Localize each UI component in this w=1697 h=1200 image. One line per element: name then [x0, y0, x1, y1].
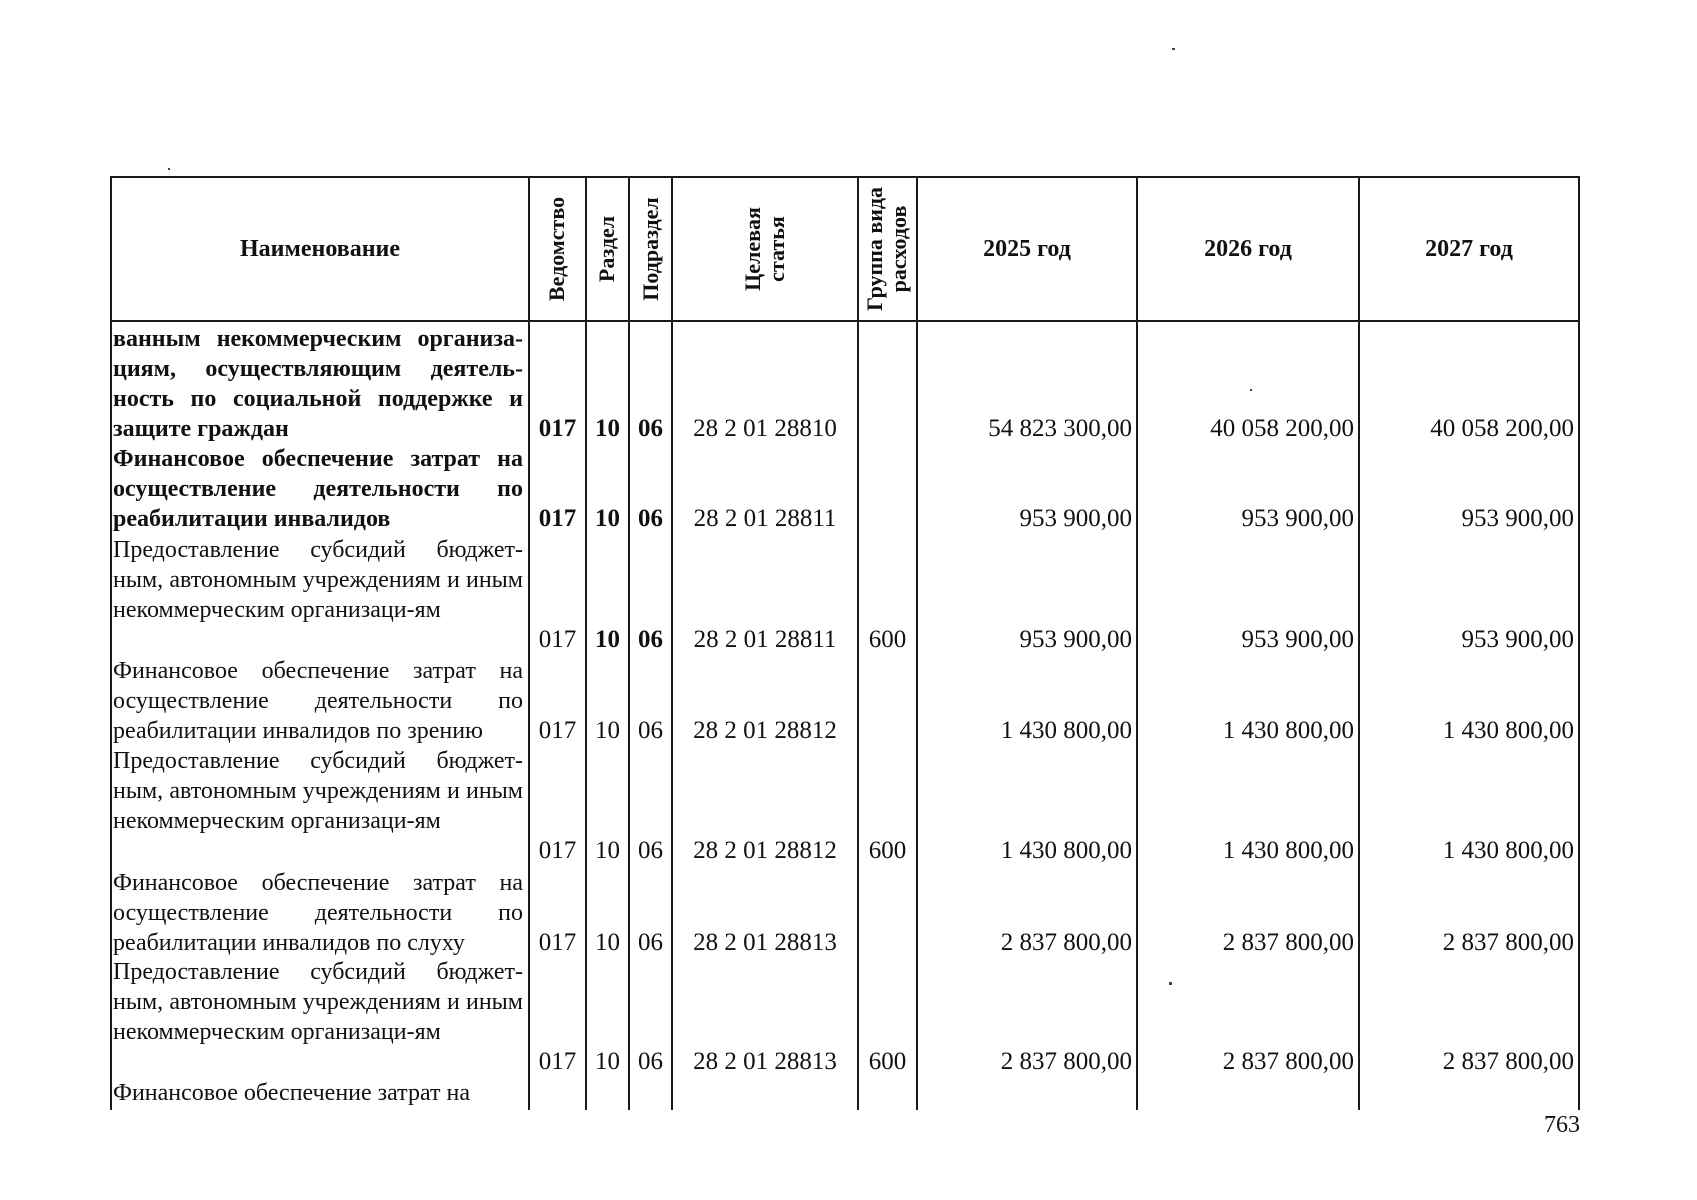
row-ved: 017 — [538, 929, 577, 956]
row-2026: 1 430 800,00 — [1222, 717, 1354, 744]
row-2027: 1 430 800,00 — [1442, 717, 1574, 744]
row-razdel: 10 — [595, 626, 620, 653]
header-name — [112, 178, 528, 320]
row-2025: 2 837 800,00 — [1000, 929, 1132, 956]
header-gruppa-line1: Группа вида — [862, 186, 888, 312]
header-2025-label: 2025 год — [983, 235, 1071, 262]
row-2027: 953 900,00 — [1461, 505, 1574, 532]
row-2025: 953 900,00 — [1019, 505, 1132, 532]
row-gruppa: 600 — [868, 1048, 907, 1075]
scan-speck — [1172, 48, 1175, 50]
row-name: Финансовое обеспечение затрат на осуществление деятельности по реабилитации инвалидов по слуху — [113, 870, 523, 956]
row-2025: 1 430 800,00 — [1000, 837, 1132, 864]
header-celevaya-statya — [673, 178, 857, 320]
row-2026: 2 837 800,00 — [1222, 1048, 1354, 1075]
row-ved: 017 — [538, 717, 577, 744]
header-gruppa-label — [864, 187, 912, 311]
row-2026: 2 837 800,00 — [1222, 929, 1354, 956]
row-2025: 1 430 800,00 — [1000, 717, 1132, 744]
scan-speck — [1250, 389, 1252, 391]
row-statya: 28 2 01 28810 — [693, 415, 837, 442]
row-podrazdel: 06 — [638, 837, 663, 864]
row-2026: 40 058 200,00 — [1210, 415, 1354, 442]
row-podrazdel: 06 — [638, 717, 663, 744]
page-number: 763 — [1544, 1112, 1580, 1138]
header-2027-label: 2027 год — [1425, 235, 1513, 262]
row-podrazdel: 06 — [638, 929, 663, 956]
row-razdel: 10 — [595, 415, 620, 442]
row-name: ванным некоммерческим организа-циям, осуществляющим деятель-ность по социальной поддержке и защите граждан — [113, 326, 523, 442]
header-razdel-label: Раздел — [594, 215, 620, 283]
header-name-label: Наименование — [240, 235, 400, 262]
row-name: Финансовое обеспечение затрат на осуществление деятельности по реабилитации инвалидов по зрению — [113, 658, 523, 744]
row-ved: 017 — [538, 626, 577, 653]
row-ved: 017 — [538, 1048, 577, 1075]
header-razdel — [587, 178, 628, 320]
row-2027: 40 058 200,00 — [1430, 415, 1574, 442]
header-gruppa — [859, 178, 916, 320]
col-border-right — [1578, 176, 1580, 1110]
row-razdel: 10 — [595, 929, 620, 956]
row-gruppa: 600 — [868, 626, 907, 653]
header-vedomstvo — [530, 178, 585, 320]
scan-speck — [1169, 982, 1172, 985]
header-2026 — [1138, 178, 1358, 320]
row-statya: 28 2 01 28811 — [693, 626, 837, 653]
header-vedomstvo-label: Ведомство — [544, 196, 570, 302]
row-ved: 017 — [538, 837, 577, 864]
row-2027: 1 430 800,00 — [1442, 837, 1574, 864]
header-podrazdel-label: Подраздел — [637, 197, 663, 301]
row-podrazdel: 06 — [638, 415, 663, 442]
row-2026: 953 900,00 — [1241, 626, 1354, 653]
row-name: Финансовое обеспечение затрат на — [113, 1080, 470, 1106]
row-name: Предоставление субсидий бюджет-ным, автономным учреждениям и иным некоммерческим организаци-ям — [113, 537, 523, 623]
header-celevaya-statya-label — [741, 207, 789, 291]
header-celevaya-line2: статья — [764, 216, 789, 282]
row-2027: 953 900,00 — [1461, 626, 1574, 653]
scan-speck — [168, 168, 170, 170]
header-gruppa-line2: расходов — [886, 205, 912, 293]
row-2027: 2 837 800,00 — [1442, 929, 1574, 956]
row-podrazdel: 06 — [638, 626, 663, 653]
header-celevaya-line1: Целевая — [740, 207, 765, 291]
row-razdel: 10 — [595, 837, 620, 864]
row-name: Финансовое обеспечение затрат на осуществление деятельности по реабилитации инвалидов — [113, 446, 523, 532]
row-statya: 28 2 01 28813 — [693, 929, 837, 956]
row-razdel: 10 — [595, 505, 620, 532]
row-statya: 28 2 01 28812 — [693, 837, 837, 864]
row-statya: 28 2 01 28811 — [693, 505, 837, 532]
row-ved: 017 — [538, 415, 577, 442]
row-2025: 54 823 300,00 — [988, 415, 1132, 442]
row-statya: 28 2 01 28813 — [693, 1048, 837, 1075]
row-razdel: 10 — [595, 717, 620, 744]
row-2025: 2 837 800,00 — [1000, 1048, 1132, 1075]
row-razdel: 10 — [595, 1048, 620, 1075]
row-name: Предоставление субсидий бюджет-ным, автономным учреждениям и иным некоммерческим организаци-ям — [113, 959, 523, 1045]
row-2025: 953 900,00 — [1019, 626, 1132, 653]
row-gruppa: 600 — [868, 837, 907, 864]
row-podrazdel: 06 — [638, 1048, 663, 1075]
header-podrazdel — [630, 178, 671, 320]
row-name: Предоставление субсидий бюджет-ным, автономным учреждениям и иным некоммерческим организаци-ям — [113, 748, 523, 834]
row-podrazdel: 06 — [638, 505, 663, 532]
header-2025 — [918, 178, 1136, 320]
row-2026: 1 430 800,00 — [1222, 837, 1354, 864]
row-2026: 953 900,00 — [1241, 505, 1354, 532]
row-statya: 28 2 01 28812 — [693, 717, 837, 744]
header-2026-label: 2026 год — [1204, 235, 1292, 262]
row-2027: 2 837 800,00 — [1442, 1048, 1574, 1075]
header-2027 — [1360, 178, 1578, 320]
row-ved: 017 — [538, 505, 577, 532]
